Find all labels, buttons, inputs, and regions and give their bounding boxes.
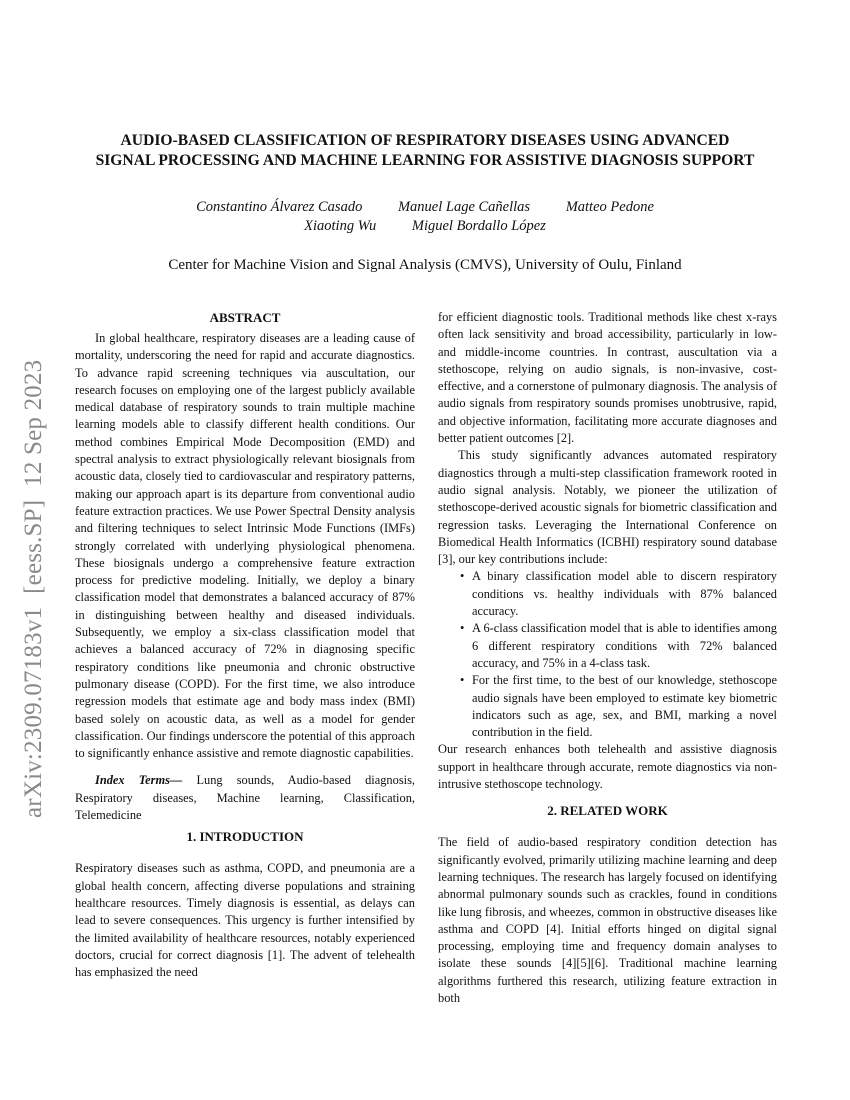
author-name: Xiaoting Wu bbox=[304, 218, 377, 234]
related-work-paragraph-1: The field of audio-based respiratory condition detection has significantly evolved, primarily utilizing machine learning and deep learning techniques. The research has largely focused on identifying abnormal pulmonary sounds such as crackles, found in conditions like lung fibrosis, and wheezes, common in obstructive diseases like asthma and COPD [4]. Initial efforts hinged on digital signal processing, employing time and frequency domain analyses to isolate these sounds [4][5][6]. Traditional machine learning algorithms furthered this research, utilizing feature extraction in both bbox=[438, 835, 777, 1005]
list-item: • A binary classification model able to discern respiratory conditions vs. healthy individuals with 87% balanced accuracy. bbox=[460, 568, 777, 620]
intro-paragraph-1-continued: for efficient diagnostic tools. Traditional methods like chest x-rays often lack sensitivity and broad accessibility, particularly in low- and middle-income countries. In contrast, auscultation via a stethoscope, relying on audio signals, is non-invasive, cost-effective, and a cornerstone of pulmonary diagnosis. The analysis of audio signals from respiratory sounds promises unobtrusive, rapid, and objective information, facilitating more accurate diagnoses and better patient outcomes [2]. bbox=[438, 310, 777, 446]
index-terms bbox=[75, 772, 415, 824]
author-name: Miguel Bordallo López bbox=[411, 218, 546, 234]
list-item: • A 6-class classification model that is able to identifies among 6 different respiratory conditions with 72% balanced accuracy, and 75% in a 4-class task. bbox=[460, 620, 777, 672]
paper-title bbox=[60, 131, 790, 171]
title-line-2: SIGNAL PROCESSING AND MACHINE LEARNING FOR ASSISTIVE DIAGNOSIS SUPPORT bbox=[95, 152, 755, 169]
affiliation: Center for Machine Vision and Signal Analysis (CMVS), University of Oulu, Finland bbox=[168, 257, 682, 273]
author-name: Manuel Lage Cañellas bbox=[397, 199, 531, 215]
intro-paragraph-3: Our research enhances both telehealth and assistive diagnosis support in healthcare through accurate, remote diagnostics via non-intrusive stethoscope technology. bbox=[438, 742, 777, 792]
author-name: Matteo Pedone bbox=[565, 199, 654, 215]
author-list bbox=[60, 198, 790, 236]
related-work-heading: 2. RELATED WORK bbox=[547, 803, 668, 819]
author-row-1 bbox=[60, 198, 790, 217]
intro-paragraph-2: This study significantly advances automated respiratory diagnostics through a multi-step classification framework rooted in audio signal analysis. Notably, we pioneer the utilization of stethoscope-derived acoustic signals for biometric classification and regression tasks. Leveraging the International Conference on Biomedical Health Informatics (ICBHI) respiratory sound database [3], our key contributions include: bbox=[438, 448, 777, 567]
index-terms-text: Lung sounds, Audio-based diagnosis, Respiratory diseases, Machine learning, Classification, Telemedicine bbox=[75, 773, 415, 823]
left-column bbox=[75, 309, 415, 981]
arxiv-identifier: arXiv:2309.07183v1 [eess.SP] 12 Sep 2023 bbox=[20, 359, 47, 818]
author-name: Constantino Álvarez Casado bbox=[196, 199, 363, 215]
author-row-2 bbox=[60, 217, 790, 236]
index-terms-label: Index Terms— bbox=[95, 773, 183, 788]
list-item: • For the first time, to the best of our knowledge, stethoscope audio signals have been employed to estimate key biometric indicators such as age, sex, and BMI, marking a novel contribution in the field. bbox=[460, 672, 777, 741]
contribution-list bbox=[438, 568, 777, 741]
abstract-text: In global healthcare, respiratory diseases are a leading cause of mortality, underscoring the need for rapid and accurate diagnostics. To advance rapid screening techniques via auscultation, our research focuses on employing one of the largest publicly available medical database of respiratory sounds to train multiple machine learning models able to classify different health conditions. Our method combines Empirical Mode Decomposition (EMD) and spectral analysis to extract physiologically relevant biosignals from acoustic data, closely tied to cardiovascular and respiratory patterns, making our approach apart is its departure from conventional audio feature extraction practices. We use Power Spectral Density analysis and filtering techniques to select Intrinsic Mode Functions (IMFs) strongly correlated with underlying physiological phenomena. These biosignals undergo a comprehensive feature extraction process for predictive modeling. Initially, we deploy a binary classification model that demonstrates a balanced accuracy of 87% in distinguishing between healthy and diseased individuals. Subsequently, we employ a six-class classification model that achieves a balanced accuracy of 72% in diagnosing specific respiratory conditions like pneumonia and chronic obstructive pulmonary disease (COPD). For the first time, we also introduce regression models that estimate age and body mass index (BMI) based solely on acoustic data, as well as a model for gender classification. Our findings underscore the potential of this approach to significantly enhance assistive and remote diagnostic capabilities. bbox=[75, 331, 415, 761]
introduction-heading: 1. INTRODUCTION bbox=[186, 829, 304, 845]
right-column bbox=[438, 309, 777, 1007]
intro-paragraph-1: Respiratory diseases such as asthma, COPD, and pneumonia are a global health concern, affecting diverse populations and straining healthcare resources. Timely diagnosis is essential, as delays can lead to severe consequences. This urgency is further intensified by the limited availability of healthcare resources, notably experienced doctors, crucial for correct diagnosis [1]. The advent of telehealth has emphasized the need bbox=[75, 861, 415, 980]
abstract-heading: ABSTRACT bbox=[209, 310, 281, 325]
title-line-1: AUDIO-BASED CLASSIFICATION OF RESPIRATORY DISEASES USING ADVANCED bbox=[120, 132, 730, 149]
